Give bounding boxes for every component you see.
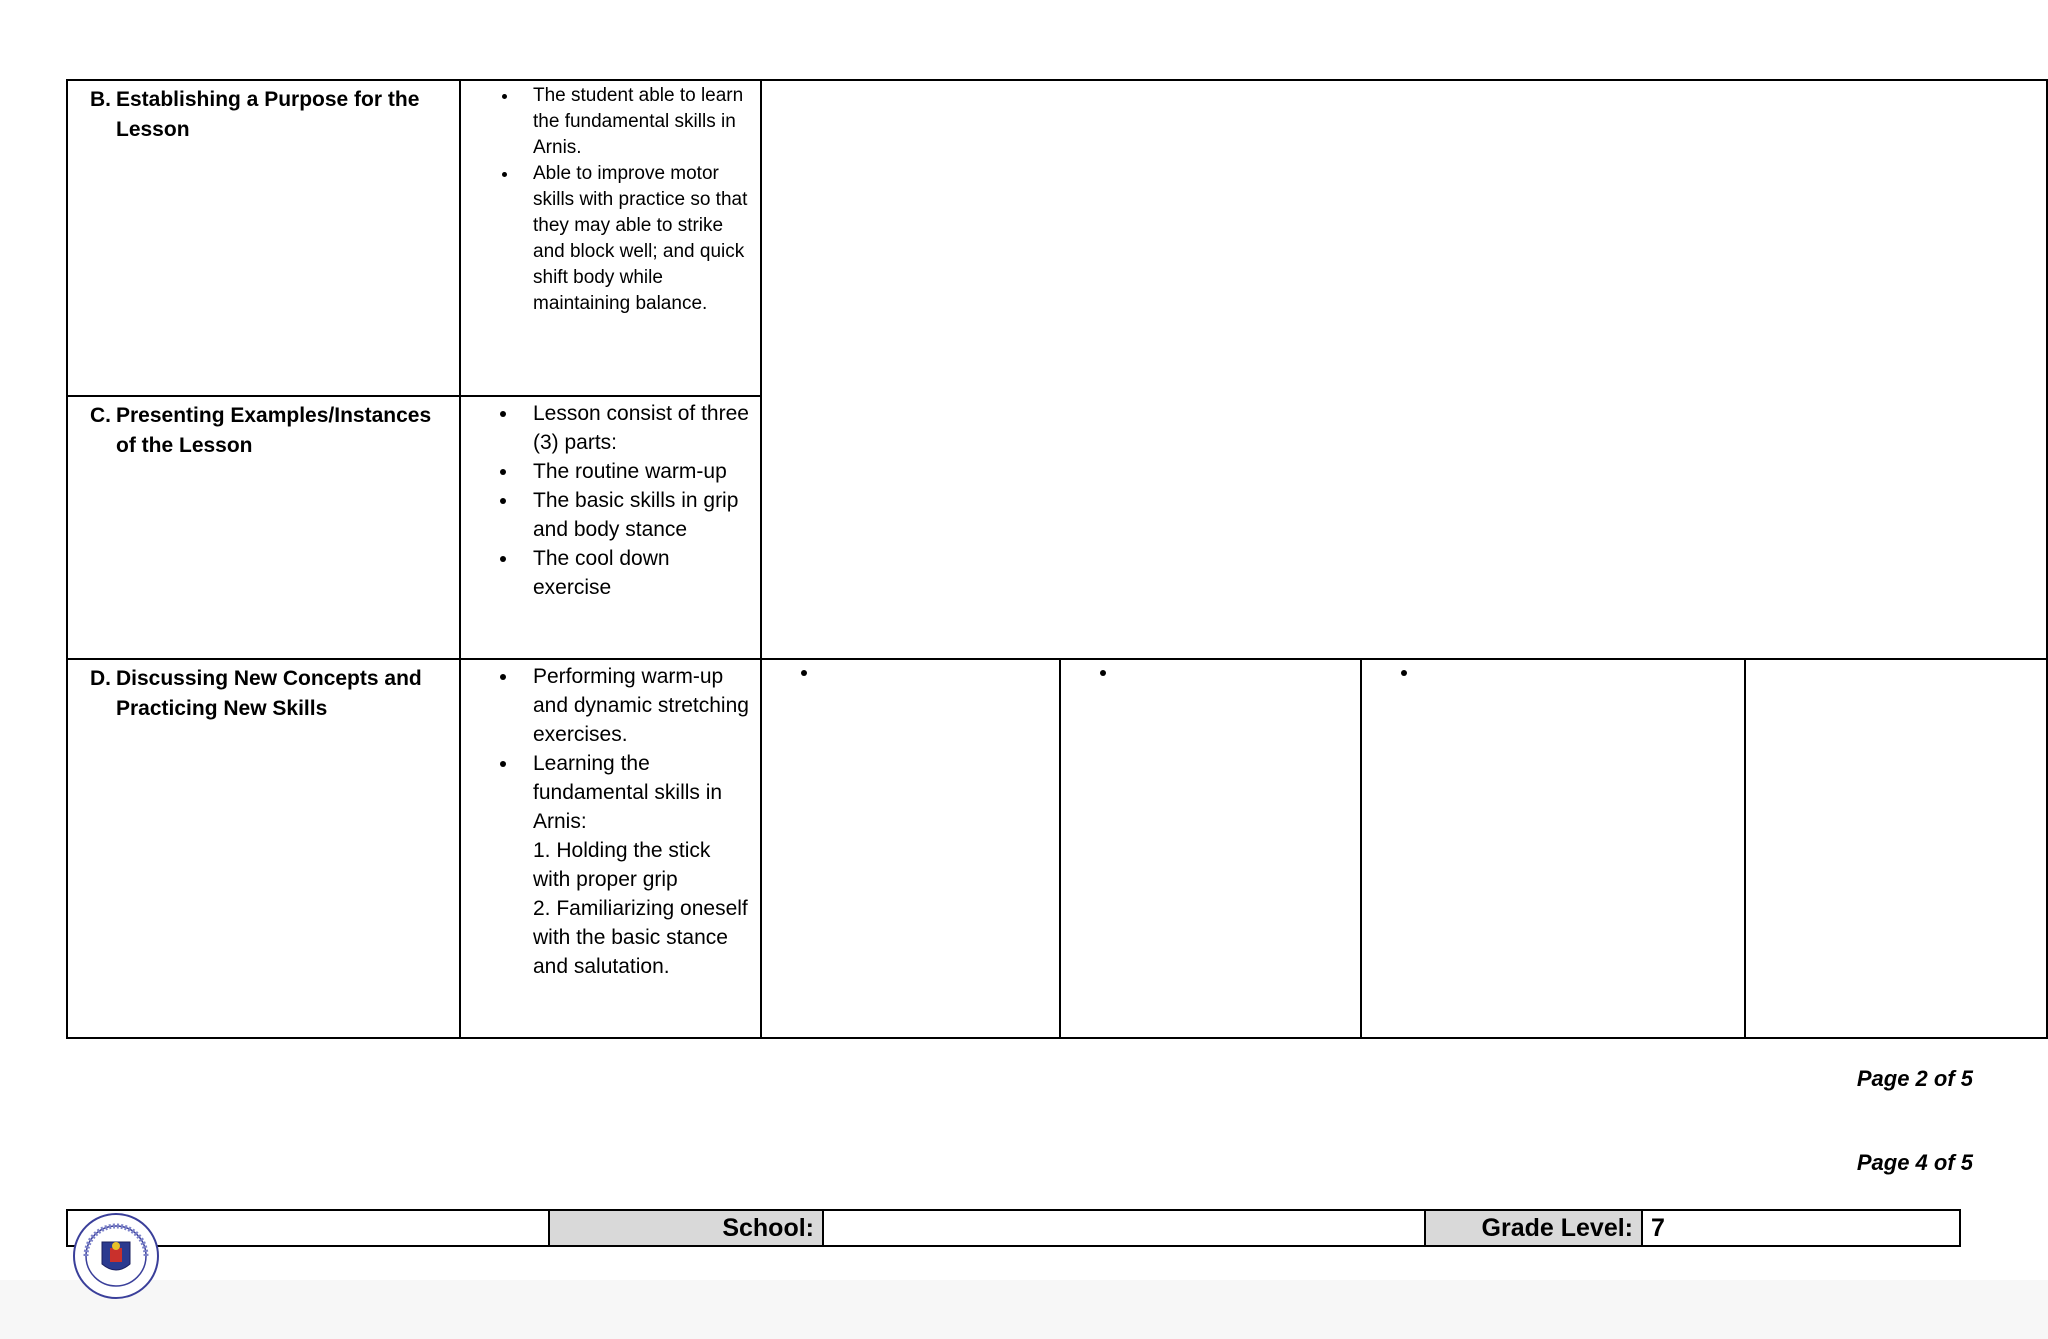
page-number: Page 2 of 5 — [1856, 1066, 1973, 1091]
empty-cell — [761, 659, 1060, 1038]
label-cell-d — [67, 659, 460, 1038]
empty-bullet — [820, 660, 1059, 686]
label-cell-b — [67, 80, 460, 396]
footer-row — [67, 1210, 1960, 1246]
list-item: • The basic skills in grip and body stance — [519, 486, 752, 544]
content-cell-d — [460, 659, 761, 1038]
bullet-list — [461, 397, 760, 602]
list-item: • Lesson consist of three (3) parts: — [519, 399, 752, 457]
list-item: • The student able to learn the fundamental skills in Arnis. — [519, 83, 752, 161]
row-letter: B. — [90, 88, 111, 111]
grade-level-label: Grade Level: — [1425, 1210, 1642, 1246]
table-row-b — [67, 80, 2047, 396]
lesson-plan-table — [66, 79, 2048, 1039]
page-number: Page 4 of 5 — [1856, 1150, 1973, 1175]
sub-item: 2. Familiarizing oneself with the basic stance and salutation. — [533, 897, 748, 978]
empty-bullet — [1420, 660, 1744, 686]
empty-bullet-list — [1362, 660, 1744, 686]
merged-empty-cell — [761, 80, 2047, 659]
seal-icon — [72, 1212, 160, 1300]
row-letter: C. — [90, 404, 111, 427]
content-cell-b — [460, 80, 761, 396]
list-item: • Performing warm-up and dynamic stretching exercises. — [519, 662, 752, 749]
row-label: Discussing New Concepts and Practicing New Skills — [116, 667, 422, 720]
content-cell-c — [460, 396, 761, 659]
footer-header-table — [66, 1209, 1961, 1247]
page-bottom-band — [0, 1280, 2048, 1339]
school-label: School: — [549, 1210, 823, 1246]
list-item: • Able to improve motor skills with practice so that they may able to strike and block well; and quick shift body while maintaining balance. — [519, 161, 752, 317]
table-row-d — [67, 659, 2047, 1038]
empty-cell — [1745, 659, 2047, 1038]
list-item: • The routine warm-up — [519, 457, 752, 486]
school-value — [823, 1210, 1425, 1246]
bullet-list — [461, 81, 760, 317]
empty-bullet-list — [1061, 660, 1360, 686]
bullet-list — [461, 660, 760, 981]
grade-level-value: 7 — [1642, 1210, 1960, 1246]
sub-item: 1. Holding the stick with proper grip — [533, 839, 711, 891]
row-label: Presenting Examples/Instances of the Lesson — [116, 404, 432, 457]
row-label: Establishing a Purpose for the Lesson — [116, 88, 420, 141]
list-item-text: Learning the fundamental skills in Arnis: — [533, 752, 723, 833]
empty-bullet — [1119, 660, 1360, 686]
list-item — [519, 749, 752, 981]
empty-cell — [1361, 659, 1745, 1038]
list-item: • The cool down exercise — [519, 544, 752, 602]
row-letter: D. — [90, 667, 111, 690]
empty-cell — [1060, 659, 1361, 1038]
label-cell-c — [67, 396, 460, 659]
empty-bullet-list — [762, 660, 1059, 686]
